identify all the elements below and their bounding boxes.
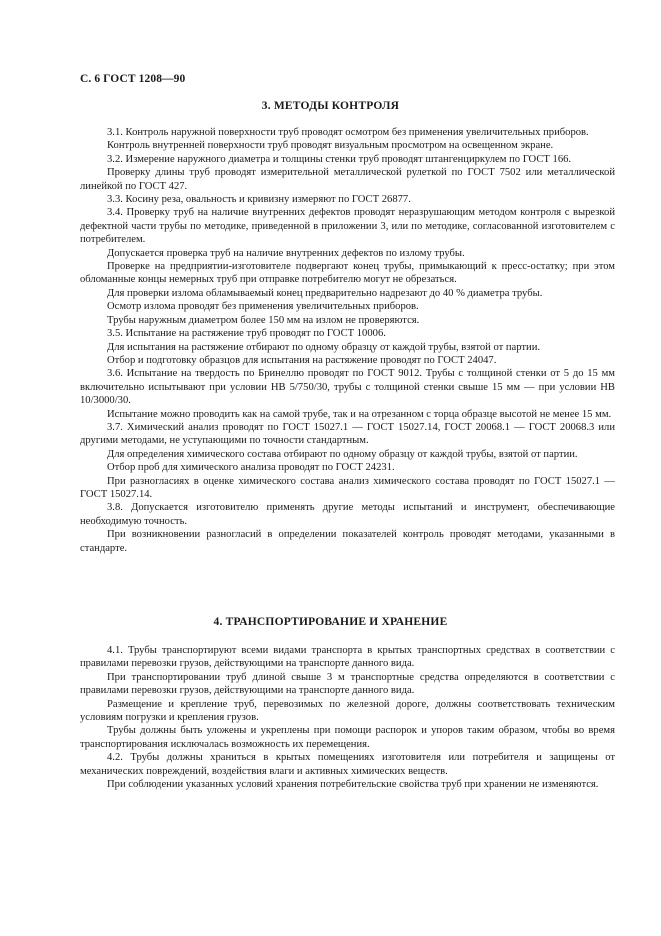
paragraph: Отбор проб для химического анализа проводят по ГОСТ 24231. bbox=[107, 462, 395, 474]
section-3-body bbox=[80, 126, 615, 555]
paragraph: При возникновении разногласий в определении показателей контроль проводят методами, указанными в стандарте. bbox=[80, 529, 615, 554]
paragraph: Трубы должны быть уложены и укреплены при помощи распорок и упоров таким образом, чтобы во время транспортирования исключалась возможность их перемещения. bbox=[80, 725, 615, 750]
paragraph: 3.4. Проверку труб на наличие внутренних дефектов проводят неразрушающим методом контроля с вырезкой дефектной части трубы по методике, приведенной в приложении 3, или по методике, согласованной изготовителем с потребителем. bbox=[80, 207, 615, 246]
paragraph: 4.1. Трубы транспортируют всеми видами транспорта в крытых транспортных средствах в соответствии с правилами перевозки грузов, действующими на транспорте данного вида. bbox=[80, 645, 615, 670]
paragraph: При разногласиях в оценке химического состава анализ химического состава проводят по ГОСТ 15027.1 — ГОСТ 15027.14. bbox=[80, 475, 615, 500]
paragraph: Отбор и подготовку образцов для испытания на растяжение проводят по ГОСТ 24047. bbox=[107, 354, 497, 366]
paragraph: 3.7. Химический анализ проводят по ГОСТ 15027.1 — ГОСТ 15027.14, ГОСТ 20068.1 — ГОСТ 20068.3 или другими методами, не уступающими по точности стандартным. bbox=[80, 421, 615, 447]
paragraph: Размещение и крепление труб, перевозимых по железной дороге, должны соответствовать техническим условиям погрузки и крепления грузов. bbox=[80, 698, 615, 724]
paragraph: 3.2. Измерение наружного диаметра и толщины стенки труб проводят штангенциркулем по ГОСТ 166. bbox=[107, 153, 572, 165]
paragraph: Для испытания на растяжение отбирают по одному образцу от каждой трубы, взятой от партии. bbox=[107, 341, 541, 353]
paragraph: 3.6. Испытание на твердость по Бринеллю проводят по ГОСТ 9012. Трубы с толщиной стенки от 5 до 15 мм включительно испытывают при условии НВ 5/750/30, трубы с толщиной стенки свыше 15 мм — при условии НВ 10/3000/30. bbox=[80, 368, 615, 407]
paragraph: Испытание можно проводить как на самой трубе, так и на отрезанном с торца образце высотой не менее 15 мм. bbox=[107, 408, 612, 420]
paragraph: 4.2. Трубы должны храниться в крытых помещениях изготовителя или потребителя и защищены от механических повреждений, воздействия влаги и активных химических веществ. bbox=[80, 752, 615, 777]
paragraph: Контроль внутренней поверхности труб проводят визуальным просмотром на освещенном экране. bbox=[107, 140, 554, 152]
paragraph: 3.5. Испытание на растяжение труб проводят по ГОСТ 10006. bbox=[107, 328, 386, 340]
section-4-title: 4. ТРАНСПОРТИРОВАНИЕ И ХРАНЕНИЕ bbox=[213, 616, 448, 628]
section-3-title: 3. МЕТОДЫ КОНТРОЛЯ bbox=[261, 100, 400, 112]
paragraph: Трубы наружным диаметром более 150 мм на излом не проверяются. bbox=[107, 314, 420, 326]
paragraph: 3.3. Косину реза, овальность и кривизну измеряют по ГОСТ 26877. bbox=[107, 194, 411, 206]
paragraph: При транспортировании труб длиной свыше 3 м транспортные средства определяются в соответствии с правилами перевозки грузов, действующими на транспорте данного вида. bbox=[80, 671, 615, 697]
paragraph: При соблюдении указанных условий хранения потребительские свойства труб при хранении не изменяются. bbox=[107, 779, 599, 791]
paragraph: Проверке на предприятии-изготовителе подвергают конец трубы, примыкающий к пресс-остатку; при этом обломанные концы немерных труб при отправке потребителю могут не обрезаться. bbox=[80, 261, 615, 286]
section-4-body bbox=[80, 644, 615, 791]
paragraph: Допускается проверка труб на наличие внутренних дефектов по излому трубы. bbox=[107, 247, 465, 259]
paragraph: Для определения химического состава отбирают по одному образцу от каждой трубы, взятой от партии. bbox=[107, 448, 578, 460]
paragraph: Для проверки излома обламываемый конец предварительно надрезают до 40 % диаметра трубы. bbox=[107, 287, 543, 299]
paragraph: 3.8. Допускается изготовителю применять другие методы испытаний и инструмент, обеспечивающие необходимую точность. bbox=[80, 502, 615, 527]
paragraph: Осмотр излома проводят без применения увеличительных приборов. bbox=[107, 301, 419, 313]
paragraph: 3.1. Контроль наружной поверхности труб проводят осмотром без применения увеличительных приборов. bbox=[107, 127, 589, 138]
paragraph: Проверку длины труб проводят измерительной металлической рулеткой по ГОСТ 7502 или металлической линейкой по ГОСТ 427. bbox=[80, 167, 615, 192]
page-header: С. 6 ГОСТ 1208—90 bbox=[80, 73, 186, 85]
